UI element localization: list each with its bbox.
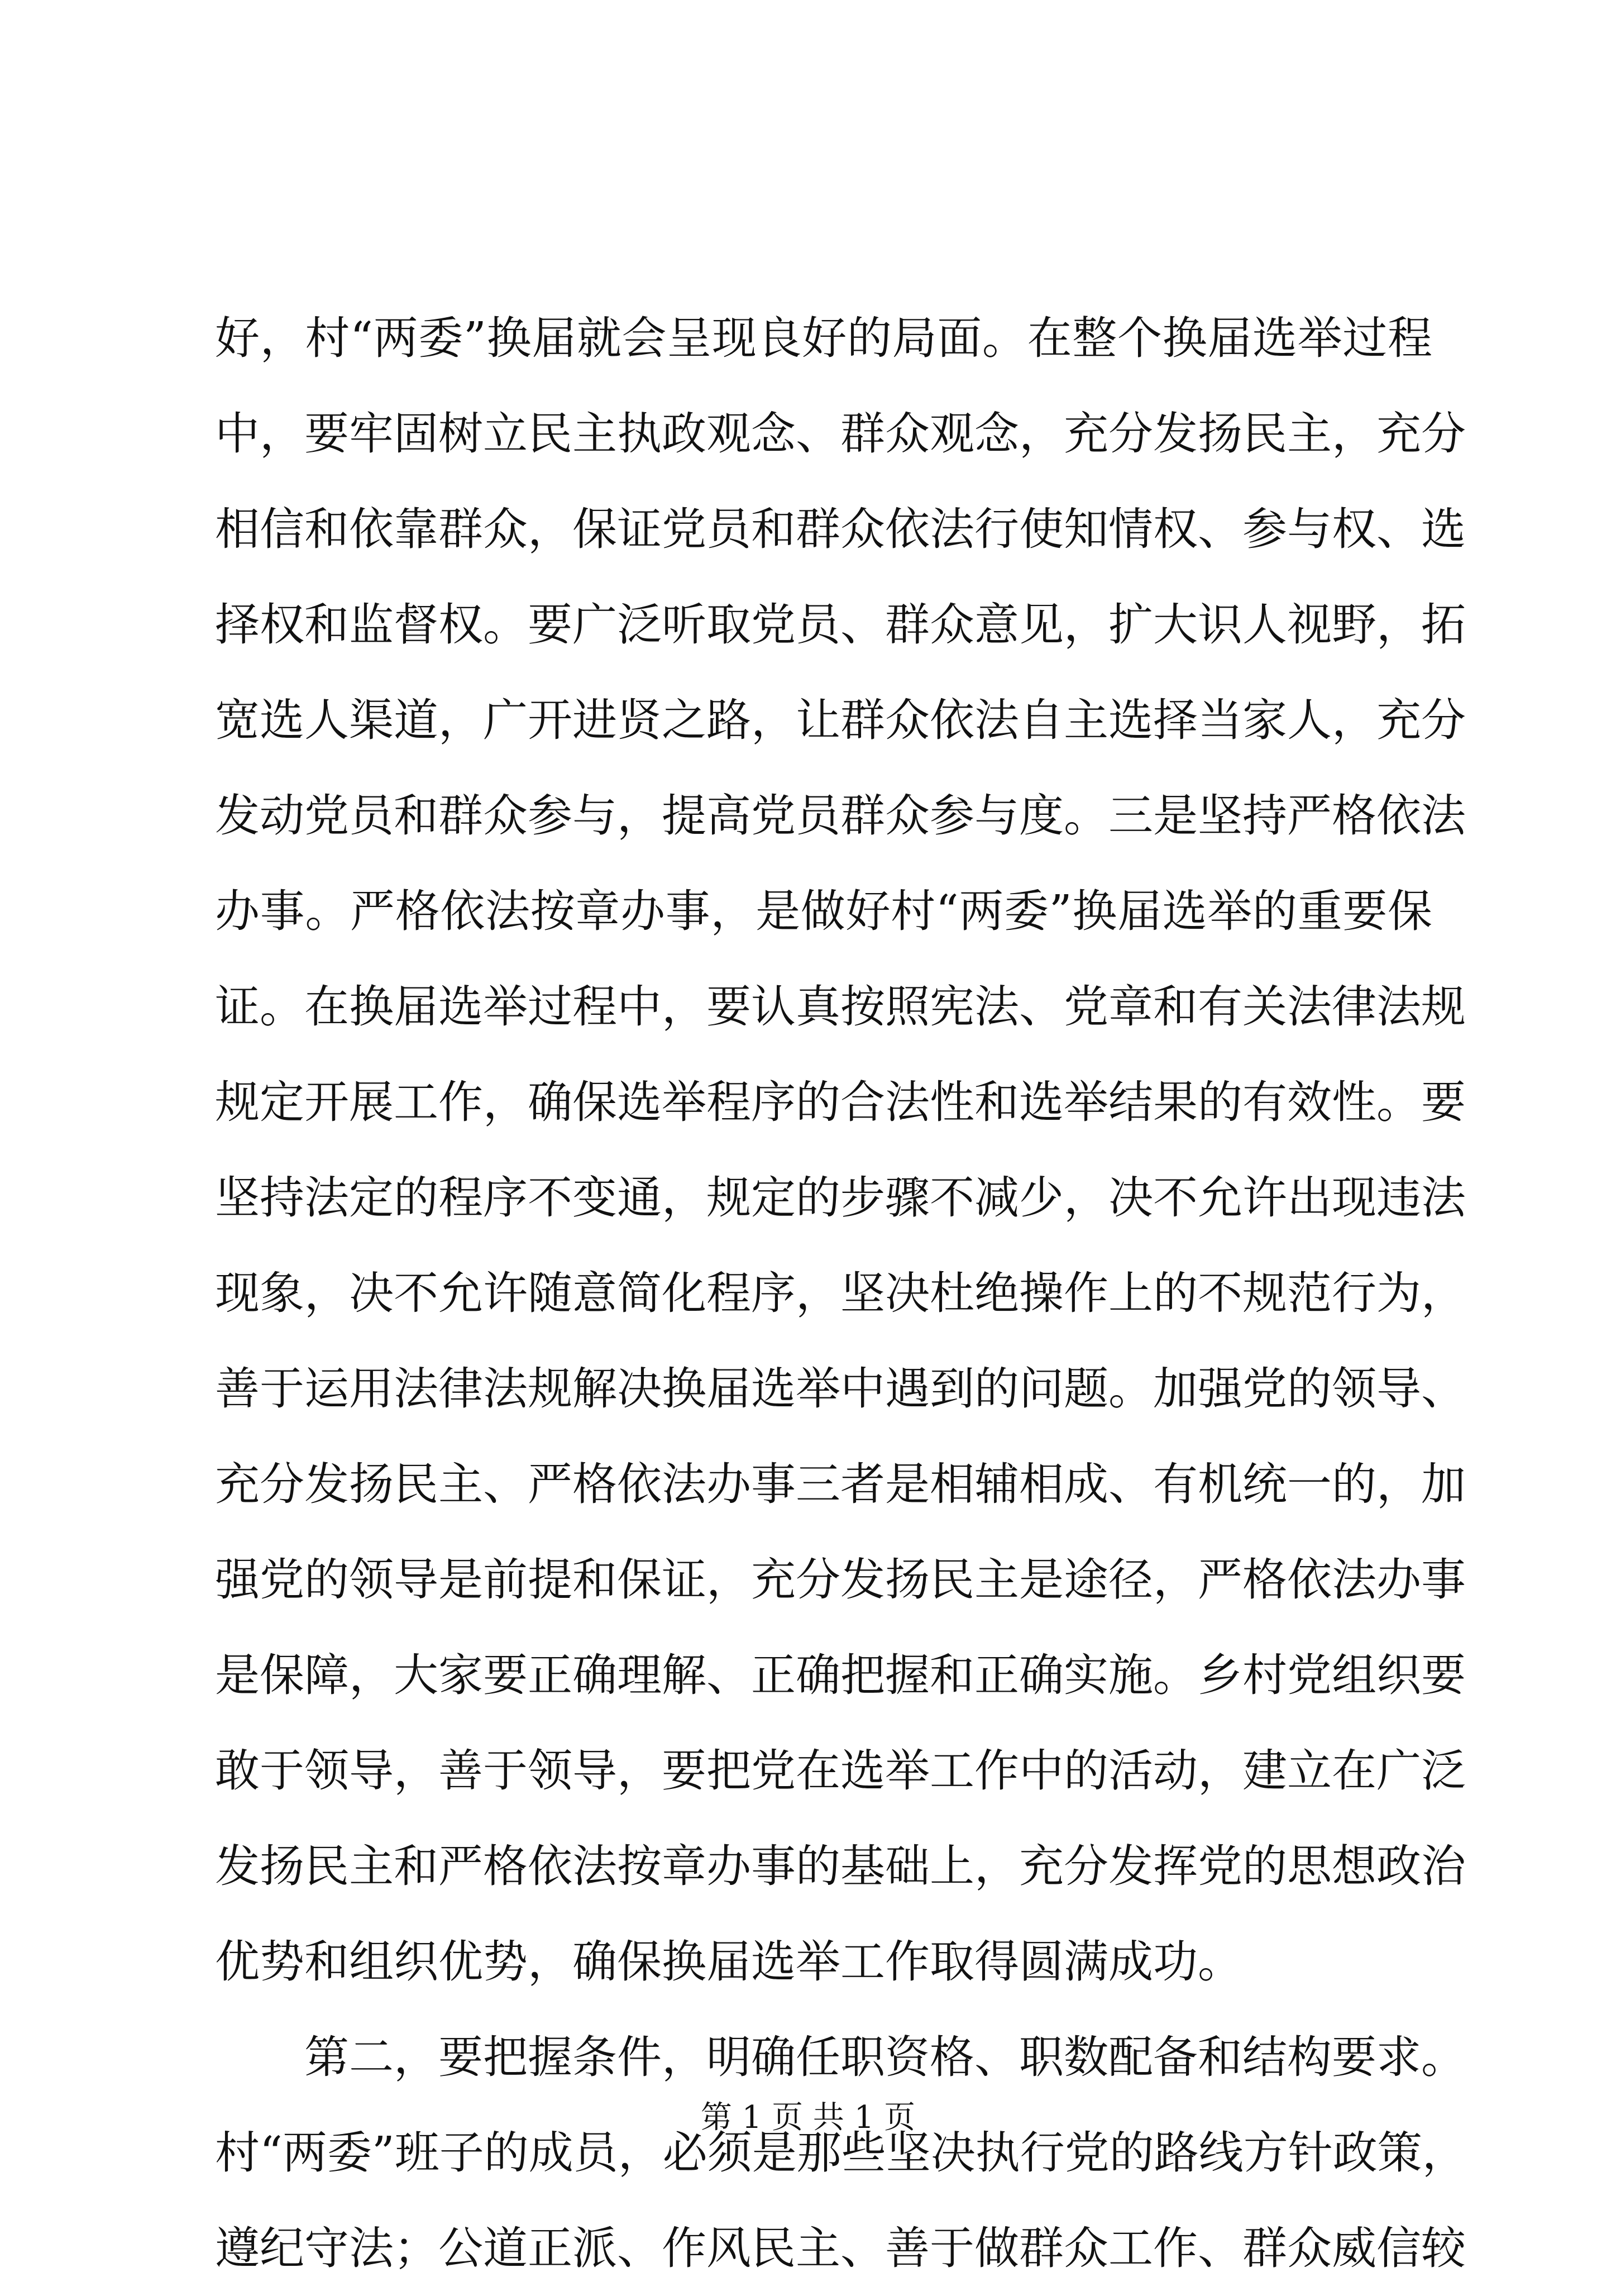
text-line: 村“两委”班子的成员，必须是那些坚决执行党的路线方针政策，: [215, 2127, 1467, 2179]
text-line: 宽选人渠道，广开进贤之路，让群众依法自主选择当家人，充分: [215, 694, 1466, 746]
text-line: 优势和组织优势，确保换届选举工作取得圆满成功。: [215, 1936, 1242, 1988]
text-line: 择权和监督权。要广泛听取党员、群众意见，扩大识人视野，拓: [215, 599, 1466, 651]
text-line: 充分发扬民主、严格依法办事三者是相辅相成、有机统一的，加: [215, 1458, 1466, 1510]
text-line: 遵纪守法；公道正派、作风民主、善于做群众工作、群众威信较: [215, 2222, 1466, 2274]
text-line: 证。在换届选举过程中，要认真按照宪法、党章和有关法律法规: [215, 981, 1466, 1033]
text-line: 发动党员和群众参与，提高党员群众参与度。三是坚持严格依法: [215, 790, 1466, 842]
text-line: 现象，决不允许随意简化程序，坚决杜绝操作上的不规范行为，: [215, 1267, 1466, 1319]
text-line: 相信和依靠群众，保证党员和群众依法行使知情权、参与权、选: [215, 503, 1466, 555]
text-line: 办事。严格依法按章办事，是做好村“两委”换届选举的重要保: [215, 885, 1432, 937]
body-text: [215, 290, 1467, 2296]
text-line: 发扬民主和严格依法按章办事的基础上，充分发挥党的思想政治: [215, 1840, 1466, 1892]
text-line: 强党的领导是前提和保证，充分发扬民主是途径，严格依法办事: [215, 1554, 1466, 1606]
text-line: 善于运用法律法规解决换届选举中遇到的问题。加强党的领导、: [215, 1363, 1466, 1415]
text-line: 是保障，大家要正确理解、正确把握和正确实施。乡村党组织要: [215, 1649, 1466, 1701]
page-footer: 第 1 页 共 1 页: [700, 2099, 916, 2136]
text-line: 规定开展工作，确保选举程序的合法性和选举结果的有效性。要: [215, 1076, 1466, 1128]
text-line: 好，村“两委”换届就会呈现良好的局面。在整个换届选举过程: [215, 312, 1432, 364]
text-line: 中，要牢固树立民主执政观念、群众观念，充分发扬民主，充分: [215, 408, 1466, 460]
text-line: 敢于领导，善于领导，要把党在选举工作中的活动，建立在广泛: [215, 1745, 1466, 1797]
text-line: 坚持法定的程序不变通，规定的步骤不减少，决不允许出现违法: [215, 1172, 1466, 1224]
paragraph-start-line: 第二，要把握条件，明确任职资格、职数配备和结构要求。: [304, 2031, 1466, 2083]
